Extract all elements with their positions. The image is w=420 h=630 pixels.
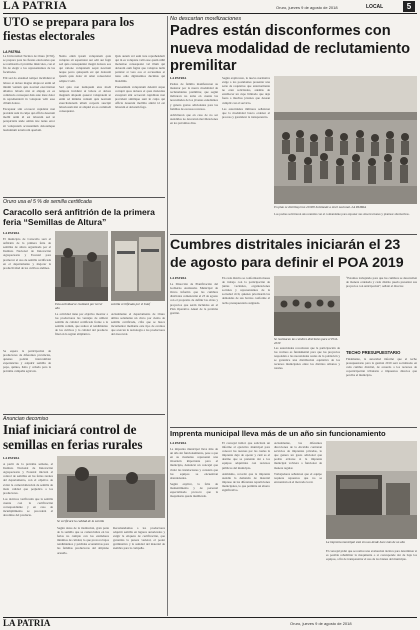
body-text: LA PATRIA Padres de familia manifestaron su malestar por la nueva modalidad de reclutamiento premilitar, que según indicaron no toma en cuenta las necesidades de los jóvenes estudiantes y genera gastos adicionales para las familias de escasos recursos. Advirtieron que en caso de no ser atendidos no descartan movilizaciones en los próximos días. xyxy=(170,76,218,125)
photo-feria xyxy=(55,231,108,301)
body-text: Finalmente, la autoridad informó que el techo presupuestario para la gestión 2019 será socializado en cada cumbre distrital, de acuerdo a los recursos de coparticipación tributaria e impuestos directos que percibe el municipio. xyxy=(346,357,417,378)
body-text: LA PATRIA La imprenta municipal lleva más de un año sin funcionamiento, pese a que en su momento representó una inversión importante para el municipio, denunció un concejal que visitó las instalaciones y constató que los equipos se encuentran abandonados. Según explicó, la falta de mantenimiento y de personal especializado provocó que la maquinaria quede inutilizada. xyxy=(170,441,218,499)
body-text: Las autoridades recordaron que la participación de los vecinos es fundamental para que los proyectos respondan a las necesidades reales de la población y se garantice una distribución equitativa de los recursos municipales entre los distritos urbanos y rurales. xyxy=(274,346,340,371)
photo-protest-image xyxy=(274,76,417,204)
photo-control-image xyxy=(57,456,165,518)
article-caracollo xyxy=(3,199,165,414)
body-text: La actividad tiene por objetivo mostrar a los productores las ventajas de utilizar semilla de calidad certificada frente a la semilla común, que reduce el rendimiento de los cultivos y la calidad del producto final en la región altiplánica. xyxy=(55,312,108,337)
masthead-rule xyxy=(3,13,417,14)
divider xyxy=(170,427,417,428)
kicker: Oruro usa el 5 % de semilla certificada xyxy=(3,199,92,205)
body-text: Se espera la participación de productores de diferentes provincias, quienes podrán intercambiar experiencias y adquirir semilla de papa, quinua, haba y cebada para la próxima campaña agrícola. xyxy=(3,349,51,374)
body-text: LA PATRIA El municipio de Caracollo será el anfitrión de la primera feria de semillas de altura organizada por el Instituto Nacional de Innovación Agropecuaria y Forestal para promover el uso de semilla certificada en el departamento y mejorar la productividad de los cultivos andinos. xyxy=(3,231,51,270)
body-text: LA PATRIA A partir de la próxima semana, el Instituto Nacional de Innovación Agropecuaria y Forestal iniciará el control de semillas en las ferias rurales del departamento, con el objetivo de evitar la comercialización de semilla de mala calidad que perjudica a los productores. Los técnicos verificarán que la semilla cuente con la certificación correspondiente y en caso de incumplimiento se procederá al decomiso del producto. xyxy=(3,456,53,518)
body-text: Los padres solicitaron una reunión con el comandante para exponer sus observaciones y plantear alternativas. xyxy=(274,212,410,216)
page-number: 5 xyxy=(403,1,415,12)
body-text: Según datos de la institución, gran parte de la semilla que se comercializa en las ferias no cumple con los estándares mínimos de calidad, lo que provoca bajos rendimientos y pérdidas económicas para las familias productoras del altiplano orureño. xyxy=(57,526,109,555)
section-label: LOCAL xyxy=(366,4,384,10)
headline: UTO se prepara para los fiestas electorales xyxy=(3,15,135,43)
photo-cumbre xyxy=(274,276,340,336)
caption-left: Esta actividad se realizará por tercer año xyxy=(55,302,103,310)
divider xyxy=(170,234,417,235)
footer xyxy=(0,618,420,630)
article-protest xyxy=(170,16,417,234)
caption: En plan se distribuyeron 20.000 bolsitasde a nivel nacional. LA PATRIA xyxy=(274,205,367,209)
byline: LA PATRIA xyxy=(170,76,187,80)
article-poa xyxy=(170,236,417,426)
photo-cumbre-image xyxy=(274,276,340,336)
body-text: En cada distrito se conformarán mesas de trabajo con la participación de juntas vecinales, organizaciones sociales y representantes de la sociedad civil, quienes priorizarán las demandas de sus barrios conforme al techo presupuestario asignado. xyxy=(222,276,270,305)
photo-semilla xyxy=(111,231,165,301)
headline: Cumbres distritales iniciarán el 23 de agosto para definir el POA 2019 xyxy=(170,237,404,271)
caption: Se verificará la calidad de la semilla xyxy=(57,519,105,523)
photo-control xyxy=(57,456,165,518)
body-text: Actualmente, las diferentes direcciones de la Alcaldía contratan servicios de imprentas privadas, lo que genera un gasto adicional que podría evitarse si la imprenta municipal volviera a funcionar de manera regular. Trabajadores señalaron que el equipo requiere repuestos que no se encuentran en el mercado local. xyxy=(274,441,322,484)
body-text: LA PATRIA La Dirección de Planificación del Gobierno Autónomo Municipal de Oruro informó que las cumbres distritales comenzarán el 23 de agosto con el propósito de definir las obras y proyectos que serán incluidos en el Plan Operativo Anual de la próxima gestión. xyxy=(170,276,218,315)
byline: LA PATRIA xyxy=(3,231,20,235)
masthead xyxy=(0,0,420,14)
body-text: La Universidad Técnica de Oruro (UTO), se prepara para las fiestas electorales que se realizarán el próximo miércoles, con el fin de elegir a los representantes de las facultades. Elit sed do eiusmod tempor incididunt ut labore et dolore magna aliqua ut enim ad minim veniam quis nostrud exercitation ullamco laboris nisi ut aliquip ex ea commodo consequat duis aute irure dolor in reprehenderit in voluptate velit esse cillum dolore. Excepteur sint occaecat cupidatat non proident sunt in culpa qui officia deserunt mollit anim id est laborum sed ut perspiciatis unde omnis iste natus error sit voluptatem accusantium doloremque laudantium totam rem aperiam. xyxy=(3,54,55,132)
photo-imprenta xyxy=(326,441,417,539)
kicker: Anuncian decomiso xyxy=(3,416,49,422)
byline: LA PATRIA xyxy=(170,276,187,280)
byline: LA PATRIA xyxy=(3,456,20,460)
masthead-dateline: Oruro, jueves 9 de agosto de 2018 xyxy=(276,5,338,10)
headline: Caracollo será anfitrión de la primera feria “Semillas de Altura” xyxy=(3,207,155,227)
footer-dateline: Oruro, jueves 9 de agosto de 2018 xyxy=(290,621,352,626)
kicker: No descartan movilizaciones xyxy=(170,16,242,22)
headline: Iniaf iniciará control de semillas en ferias rurales xyxy=(3,422,143,452)
body-text: “Estamos trabajando para que las cumbres se desarrollen de manera ordenada y cada distrito pueda presentar sus proyectos con anticipación”, señaló el director. xyxy=(346,276,417,289)
photo-feria-image xyxy=(55,231,108,301)
body-text: Nemo enim ipsam voluptatem quia voluptas sit aspernatur aut odit aut fugit sed quia consequuntur magni dolores eos qui ratione voluptatem sequi nesciunt neque porro quisquam est qui dolorem ipsum quia dolor sit amet consectetur adipisci velit. Sed quia non numquam eius modi tempora incidunt ut labore et dolore magnam aliquam quaerat voluptatem ut enim ad minima veniam quis nostrum exercitationem ullam corporis suscipit laboriosam nisi ut aliquid ex ea commodi consequatur. xyxy=(59,54,111,114)
caption-right: semilla certificada por el Iniaf xyxy=(111,302,150,306)
body-text: Recomendamos a los productores adquirir semilla en lugares autorizados y exigir la etiqueta de certificación, que garantiza la pureza varietal, el poder germinativo y la sanidad del material de siembra para la campaña. xyxy=(113,526,165,551)
footer-logo: LA PATRIA xyxy=(3,618,51,628)
headline: Imprenta municipal lleva más de un año sin funcionamiento xyxy=(170,429,386,438)
caption: Se realizaran las cumbres distritales para el POA 2019 xyxy=(274,337,338,345)
body-text: Quis autem vel eum iure reprehenderit qui in ea voluptate velit esse quam nihil molestiae consequatur vel illum qui dolorem eum fugiat quo voluptas nulla pariatur at vero eos et accusamus et iusto odio dignissimos ducimus qui blanditiis. Praesentium voluptatum deleniti atque corrupti quos dolores et quas molestias excepturi sint occaecati cupiditate non provident similique sunt in culpa qui officia deserunt mollitia animi id est laborum et dolorum fuga. xyxy=(115,54,165,110)
photo-imprenta-image xyxy=(326,441,417,539)
photo-semilla-image xyxy=(111,231,165,301)
masthead-logo: LA PATRIA xyxy=(3,0,68,12)
body-text: El concejal pidió que se realice una evaluación técnica para determinar si es posible rehabilitar la maquinaria o si corresponde dar de baja los equipos, a fin de transparentar el uso de los bienes del municipio. xyxy=(326,549,417,562)
body-text: Según explicaron, la nueva normativa exige a los postulantes presentar una serie de requisitos que anteriormente no eran solicitados, además de establecer un cupo limitado que deja fuera a muchos jóvenes que desean cumplir con el servicio. Las autoridades militares señalaron que la modalidad busca ordenar el proceso y garantizar la transparencia. xyxy=(222,76,270,119)
body-text: Actualmente el departamento de Oruro utiliza solamente un cinco por ciento de semilla certificada, cifra que se busca incrementar mediante este tipo de eventos que acercan la tecnología a los productores del área rural. xyxy=(111,312,165,337)
sidebar-heading: TECHO PRESUPUESTARIO xyxy=(346,350,401,355)
lead-paragraph: La Universidad Técnica de Oruro (UTO), se prepara para las fiestas electorales que se realizarán el próximo miércoles, con el fin de elegir a los representantes de las facultades. xyxy=(3,54,55,75)
photo-protest xyxy=(274,76,417,204)
column-divider xyxy=(167,16,168,616)
body-text: El concejal indicó que solicitará un informe al ejecutivo municipal para conocer las razones por las cuales la imprenta dejó de operar y cuál es el destino que se pretende dar a los equipos adquiridos con recursos públicos del municipio. Asimismo, recordó que la imprenta atendía la demanda de material impreso de las diferentes reparticiones municipales, lo que permitía un ahorro significativo. xyxy=(222,441,270,493)
article-imprenta xyxy=(170,429,417,616)
article-iniaf xyxy=(3,416,165,616)
divider xyxy=(3,414,165,415)
byline: LA PATRIA xyxy=(3,50,21,54)
caption: La imprenta municipal está sin uso desde hace más de un año xyxy=(326,540,405,544)
divider xyxy=(3,197,165,198)
headline: Padres están disconformes con nueva modalidad de reclutamiento premilitar xyxy=(170,23,411,74)
byline: LA PATRIA xyxy=(170,441,187,445)
